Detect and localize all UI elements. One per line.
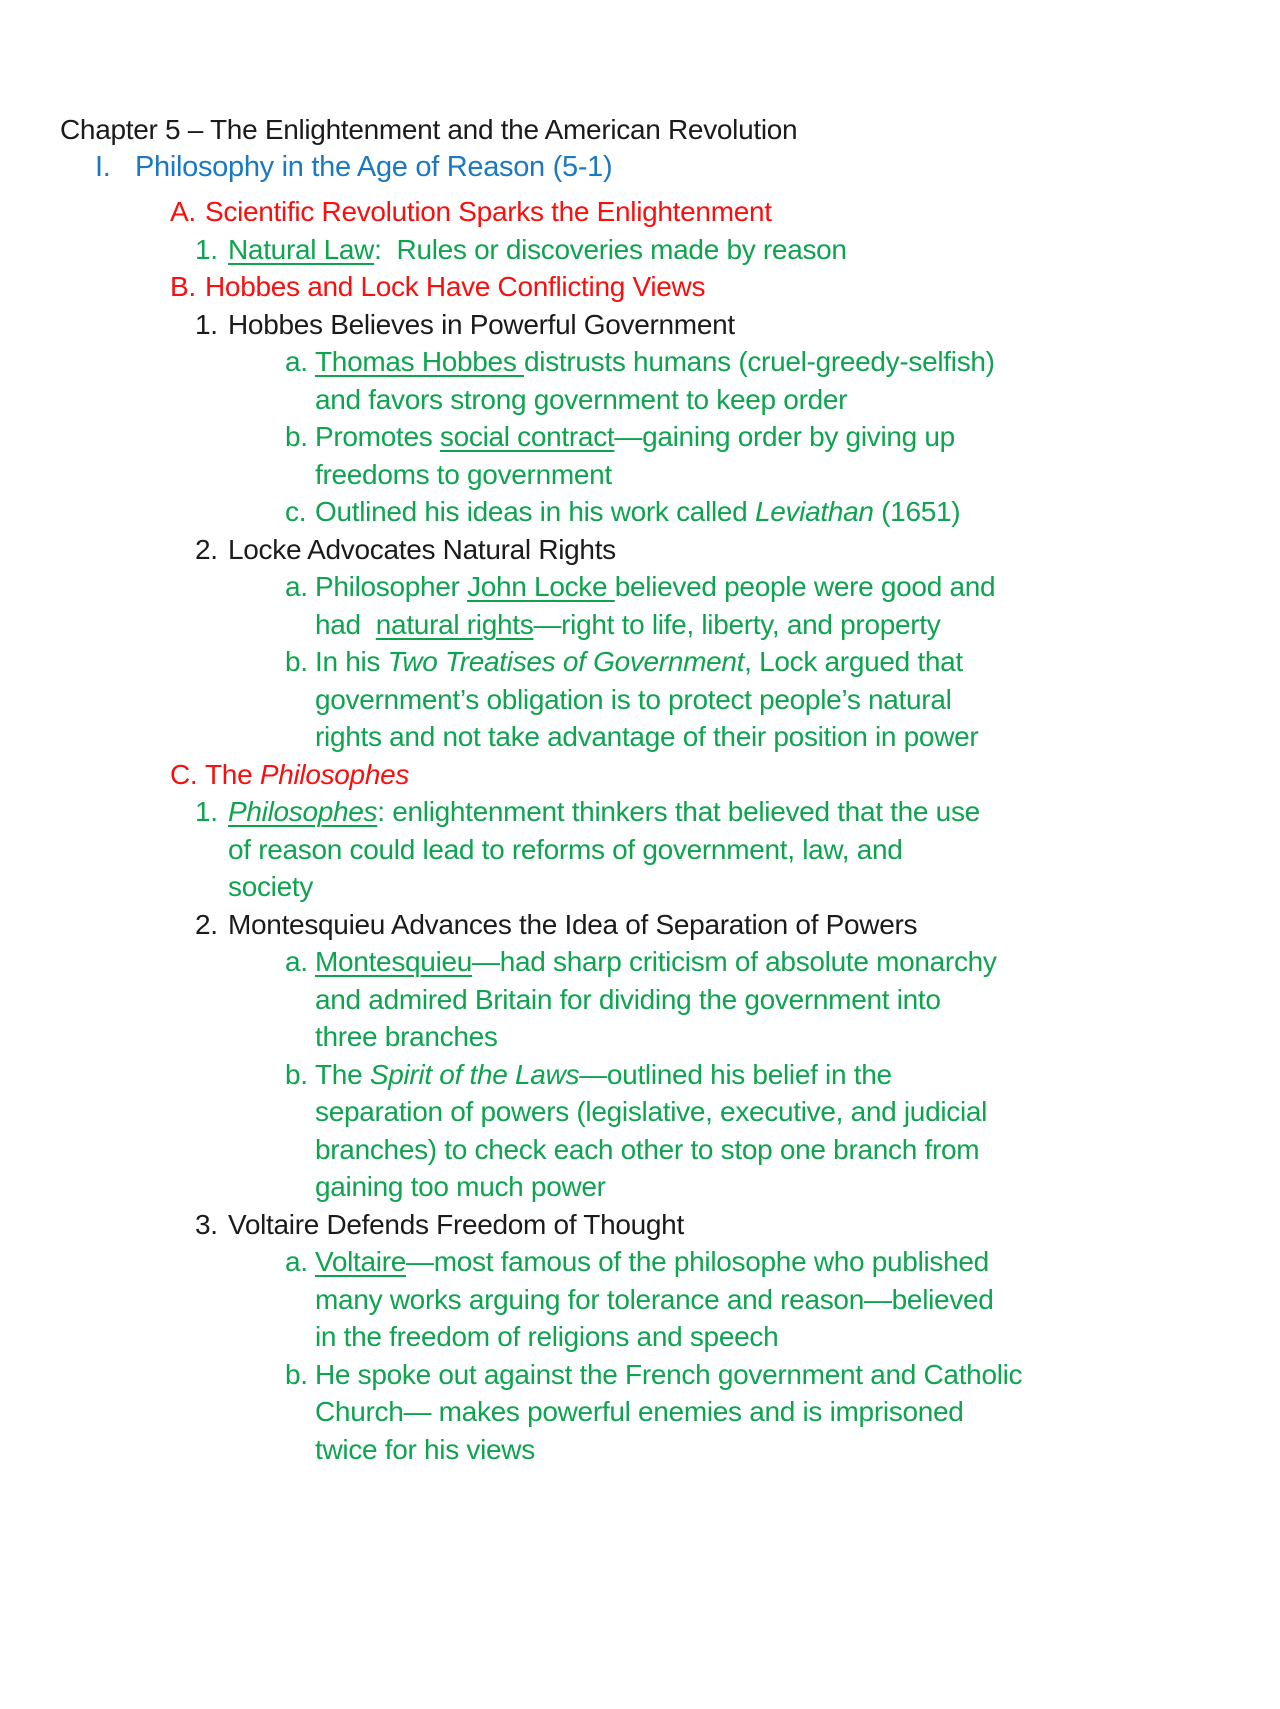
outline-item <box>195 231 1280 269</box>
text-line <box>315 568 1280 606</box>
text-segment: Philosophy in the Age of Reason (5-1) <box>135 150 613 183</box>
list-marker: b. <box>285 1058 308 1090</box>
outline-item-text <box>315 568 1280 643</box>
list-marker: B. <box>170 271 196 302</box>
text-line <box>315 1281 1280 1319</box>
list-marker: a. <box>285 571 308 602</box>
text-segment: and favors strong government to keep order <box>315 383 848 415</box>
text-segment: Philosopher <box>315 571 468 602</box>
text-segment: Leviathan <box>754 496 874 527</box>
outline-item-text <box>228 793 1280 906</box>
text-segment: —right to life, liberty, and property <box>533 608 941 640</box>
text-line <box>315 1056 1280 1094</box>
text-segment: Church— makes powerful enemies and is imprisoned <box>315 1396 964 1427</box>
list-marker: 1. <box>195 233 218 265</box>
text-segment: Thomas Hobbes <box>315 346 525 377</box>
outline-item <box>170 756 1280 794</box>
outline-item <box>285 493 1280 531</box>
text-segment: freedoms to government <box>315 458 612 490</box>
outline-item <box>285 568 1280 643</box>
outline-item <box>195 1206 1280 1244</box>
text-line <box>315 1356 1280 1394</box>
outline-item-text <box>205 268 1280 306</box>
text-segment: separation of powers (legislative, executive, and judicial <box>315 1096 988 1127</box>
outline-item <box>170 193 1280 231</box>
text-segment: twice for his views <box>315 1433 535 1465</box>
chapter-title-text: Chapter 5 – The Enlightenment and the American Revolution <box>60 114 798 145</box>
list-marker: 2. <box>195 533 218 565</box>
text-segment: many works arguing for tolerance and reason—believed <box>315 1283 994 1315</box>
text-segment: gaining too much power <box>315 1171 606 1202</box>
text-line <box>315 943 1280 981</box>
outline-item <box>285 1056 1280 1206</box>
outline-item <box>285 1243 1280 1356</box>
text-segment: —outlined his belief in the <box>579 1058 892 1090</box>
outline-item <box>195 793 1280 906</box>
text-segment: (1651) <box>873 496 961 527</box>
text-line <box>315 681 1280 719</box>
text-segment: Hobbes Believes in Powerful Government <box>228 308 735 340</box>
list-marker: a. <box>285 1246 308 1277</box>
text-segment: —had sharp criticism of absolute monarchy <box>472 946 997 977</box>
text-segment: John Locke <box>467 571 615 602</box>
text-line <box>228 831 1280 869</box>
outline-item-text <box>315 1056 1280 1206</box>
text-line <box>205 193 1280 231</box>
outline-item <box>195 306 1280 344</box>
outline-item <box>285 418 1280 493</box>
outline-item-text <box>228 1206 1280 1244</box>
outline-item-text <box>315 343 1280 418</box>
text-line <box>315 1393 1280 1431</box>
text-line <box>228 868 1280 906</box>
list-marker: I. <box>95 150 111 183</box>
text-segment: —gaining order by giving up <box>614 421 955 452</box>
text-segment: Natural Law <box>228 233 375 265</box>
text-line <box>315 418 1280 456</box>
text-segment: —most famous of the philosophe who published <box>406 1246 989 1277</box>
text-segment: The <box>315 1058 370 1090</box>
text-segment: social contract <box>439 421 615 452</box>
text-segment: rights and not take advantage of their position in power <box>315 721 979 752</box>
text-line <box>228 793 1280 831</box>
text-segment: Outlined his ideas in his work called <box>315 496 755 527</box>
text-line <box>315 1431 1280 1469</box>
list-marker: c. <box>285 496 307 527</box>
outline-item <box>195 906 1280 944</box>
text-line <box>315 1018 1280 1056</box>
text-segment: three branches <box>315 1021 498 1052</box>
list-marker: A. <box>170 196 196 227</box>
outline-item <box>285 1356 1280 1469</box>
text-line <box>315 718 1280 756</box>
outline-item <box>170 268 1280 306</box>
text-line <box>135 149 1280 187</box>
text-segment: , Lock argued that <box>744 646 963 677</box>
text-line <box>315 1131 1280 1169</box>
text-segment: : Rules or discoveries made by reason <box>374 233 847 265</box>
list-marker: 2. <box>195 908 218 940</box>
text-line <box>315 456 1280 494</box>
list-marker: 3. <box>195 1208 218 1240</box>
outline <box>0 149 1280 1469</box>
text-segment: natural rights <box>375 608 534 640</box>
outline-item-text <box>228 906 1280 944</box>
list-marker: b. <box>285 1358 308 1390</box>
text-line <box>205 756 1280 794</box>
outline-item <box>95 149 1280 187</box>
text-line <box>228 231 1280 269</box>
list-marker: 1. <box>195 308 218 340</box>
text-line <box>315 1093 1280 1131</box>
outline-item-text <box>205 193 1280 231</box>
text-segment: in the freedom of religions and speech <box>315 1321 779 1352</box>
list-marker: b. <box>285 421 308 452</box>
text-line <box>228 306 1280 344</box>
text-segment: Scientific Revolution Sparks the Enlightenment <box>205 196 772 227</box>
text-line <box>228 531 1280 569</box>
text-segment: society <box>228 871 314 902</box>
text-segment: had <box>315 608 376 640</box>
text-line <box>315 343 1280 381</box>
outline-item-text <box>135 149 1280 187</box>
text-segment: of reason could lead to reforms of government, law, and <box>228 833 903 865</box>
text-line <box>228 1206 1280 1244</box>
text-segment: Philosophes <box>259 758 410 790</box>
text-segment: Voltaire <box>315 1246 406 1277</box>
list-marker: b. <box>285 646 308 677</box>
outline-item-text <box>315 1243 1280 1356</box>
text-line <box>315 606 1280 644</box>
text-segment: Two Treatises of Government <box>387 646 745 677</box>
text-line <box>228 906 1280 944</box>
list-marker: 1. <box>195 796 218 827</box>
text-segment: Spirit of the Laws <box>369 1058 580 1090</box>
text-segment: The <box>205 758 260 790</box>
outline-item <box>285 343 1280 418</box>
text-line <box>315 1168 1280 1206</box>
outline-item-text <box>315 943 1280 1056</box>
text-segment: Hobbes and Lock Have Conflicting Views <box>205 271 706 302</box>
outline-item-text <box>315 643 1280 756</box>
list-marker: a. <box>285 346 308 377</box>
text-line <box>315 381 1280 419</box>
outline-item-text <box>315 493 1280 531</box>
outline-item <box>285 643 1280 756</box>
text-segment: Montesquieu <box>315 946 473 977</box>
text-segment: Voltaire Defends Freedom of Thought <box>228 1208 684 1240</box>
text-segment: : enlightenment thinkers that believed that the use <box>377 796 980 827</box>
text-segment: government’s obligation is to protect people’s natural <box>315 683 952 715</box>
outline-item-text <box>315 1356 1280 1469</box>
text-segment: and admired Britain for dividing the government into <box>315 983 941 1015</box>
text-line <box>205 268 1280 306</box>
text-segment: Promotes <box>315 421 440 452</box>
text-segment: Montesquieu Advances the Idea of Separation of Powers <box>228 908 918 940</box>
text-segment: branches) to check each other to stop one branch from <box>315 1133 980 1165</box>
outline-item-text <box>228 231 1280 269</box>
text-segment: Locke Advocates Natural Rights <box>228 533 616 565</box>
outline-item-text <box>228 306 1280 344</box>
outline-item-text <box>228 531 1280 569</box>
text-line <box>315 1318 1280 1356</box>
text-line <box>315 981 1280 1019</box>
list-marker: a. <box>285 946 308 977</box>
text-line <box>315 493 1280 531</box>
text-line <box>315 643 1280 681</box>
text-segment: believed people were good and <box>614 571 996 602</box>
text-segment: In his <box>315 646 388 677</box>
outline-item-text <box>315 418 1280 493</box>
text-segment: distrusts humans (cruel-greedy-selfish) <box>524 346 995 377</box>
outline-item <box>195 531 1280 569</box>
outline-item <box>285 943 1280 1056</box>
list-marker: C. <box>170 758 198 790</box>
text-line <box>315 1243 1280 1281</box>
text-segment: He spoke out against the French government and Catholic <box>315 1358 1023 1390</box>
outline-item-text <box>205 756 1280 794</box>
text-segment: Philosophes <box>228 796 378 827</box>
chapter-title <box>60 111 1280 149</box>
